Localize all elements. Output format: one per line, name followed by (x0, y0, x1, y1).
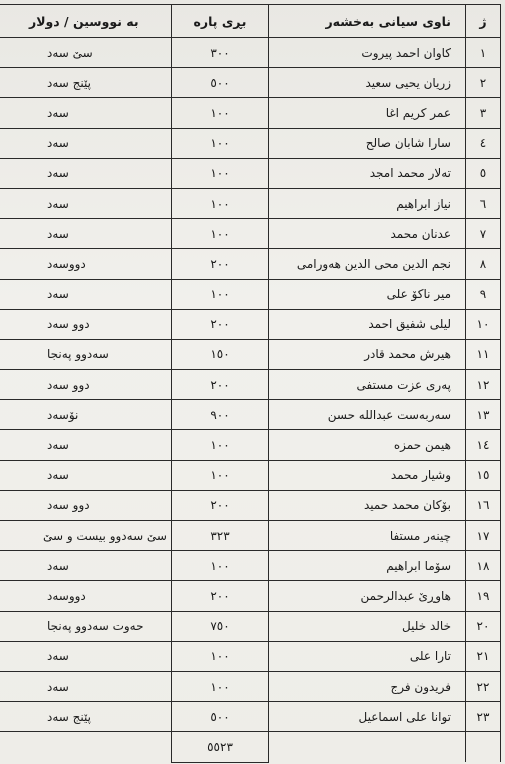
donor-name: تەلار محمد امجد (269, 158, 466, 188)
row-number: ٩ (466, 279, 501, 309)
donation-amount: ١٠٠ (172, 279, 269, 309)
total-row (0, 732, 501, 762)
row-number: ١٧ (466, 521, 501, 551)
row-number: ٢١ (466, 641, 501, 671)
donor-name: سەربەست عبداللە حسن (269, 400, 466, 430)
donation-amount: ٧٥٠ (172, 611, 269, 641)
table-body (0, 38, 501, 732)
amount-in-words: سەد (0, 279, 172, 309)
donation-amount: ٣٠٠ (172, 38, 269, 68)
donor-name: عدنان محمد (269, 219, 466, 249)
row-number: ٤ (466, 128, 501, 158)
amount-in-words: سەد (0, 641, 172, 671)
row-number: ١ (466, 38, 501, 68)
row-number: ١١ (466, 339, 501, 369)
donor-name: چینەر مستفا (269, 521, 466, 551)
donor-name: زریان یحیی سعید (269, 68, 466, 98)
table-row (0, 188, 501, 218)
donor-name: وشیار محمد (269, 460, 466, 490)
amount-in-words: سەد (0, 128, 172, 158)
amount-in-words: سەد (0, 188, 172, 218)
table-row (0, 370, 501, 400)
amount-in-words: پێنج سەد (0, 702, 172, 732)
table-row (0, 430, 501, 460)
donor-name: لیلی شفیق احمد (269, 309, 466, 339)
donor-name: تارا علی (269, 641, 466, 671)
donor-name: بۆکان محمد حمید (269, 490, 466, 520)
table-row (0, 98, 501, 128)
table-row (0, 38, 501, 68)
donation-amount: ٩٠٠ (172, 400, 269, 430)
row-number: ٢٣ (466, 702, 501, 732)
table-row (0, 671, 501, 701)
table-row (0, 641, 501, 671)
table-row (0, 611, 501, 641)
row-number: ١٩ (466, 581, 501, 611)
amount-in-words: سەد (0, 98, 172, 128)
donation-amount: ٥٠٠ (172, 702, 269, 732)
donor-name: توانا علی اسماعیل (269, 702, 466, 732)
amount-in-words: حەوت سەدوو پەنجا (0, 611, 172, 641)
header-number: ژ (466, 5, 501, 38)
donor-name: میر ناکۆ علی (269, 279, 466, 309)
donation-amount: ١٥٠ (172, 339, 269, 369)
row-number: ١٠ (466, 309, 501, 339)
amount-in-words: پێنج سەد (0, 68, 172, 98)
row-number: ٢٠ (466, 611, 501, 641)
table-header-row (0, 5, 501, 38)
amount-in-words: دووسەد (0, 249, 172, 279)
donor-name: سارا شابان صالح (269, 128, 466, 158)
donation-amount: ٢٠٠ (172, 309, 269, 339)
amount-in-words: سەد (0, 219, 172, 249)
amount-in-words: سەد (0, 430, 172, 460)
amount-in-words: سێ سەد (0, 38, 172, 68)
row-number: ١٦ (466, 490, 501, 520)
donation-amount: ١٠٠ (172, 430, 269, 460)
row-number: ٦ (466, 188, 501, 218)
donor-name: هیرش محمد قادر (269, 339, 466, 369)
row-number: ٥ (466, 158, 501, 188)
total-amount: ٥٥٢٣ (172, 732, 269, 762)
table-row (0, 128, 501, 158)
donor-name: فریدون فرج (269, 671, 466, 701)
table-row (0, 521, 501, 551)
amount-in-words: سەد (0, 158, 172, 188)
amount-in-words: دووسەد (0, 581, 172, 611)
table-row (0, 309, 501, 339)
table-row (0, 219, 501, 249)
donation-amount: ١٠٠ (172, 158, 269, 188)
amount-in-words: سەد (0, 671, 172, 701)
donation-amount: ٢٠٠ (172, 249, 269, 279)
donation-amount: ٥٠٠ (172, 68, 269, 98)
donor-name: هیمن حمزە (269, 430, 466, 460)
amount-in-words: سەدوو پەنجا (0, 339, 172, 369)
donation-amount: ٢٠٠ (172, 490, 269, 520)
row-number: ٨ (466, 249, 501, 279)
donor-name: عمر کریم اغا (269, 98, 466, 128)
header-amount-in-words: بە نووسین / دولار (0, 5, 172, 38)
row-number: ٧ (466, 219, 501, 249)
donation-amount: ١٠٠ (172, 219, 269, 249)
donation-amount: ١٠٠ (172, 460, 269, 490)
table-row (0, 702, 501, 732)
donor-name: سۆما ابراهیم (269, 551, 466, 581)
header-donor-name: ناوی سیانی بەخشەر (269, 5, 466, 38)
table-row (0, 581, 501, 611)
amount-in-words: سەد (0, 551, 172, 581)
donor-name: نیاز ابراهیم (269, 188, 466, 218)
table-row (0, 249, 501, 279)
donor-name: نجم الدین محی الدین هەورامی (269, 249, 466, 279)
table-row (0, 551, 501, 581)
donation-amount: ١٠٠ (172, 128, 269, 158)
amount-in-words: دوو سەد (0, 370, 172, 400)
donation-amount: ١٠٠ (172, 551, 269, 581)
donation-table (0, 4, 501, 763)
amount-in-words: دوو سەد (0, 309, 172, 339)
header-amount: بڕی پارە (172, 5, 269, 38)
table-row (0, 68, 501, 98)
donation-amount: ٢٠٠ (172, 581, 269, 611)
row-number: ١٤ (466, 430, 501, 460)
donation-amount: ٣٢٣ (172, 521, 269, 551)
amount-in-words: سەد (0, 460, 172, 490)
donor-name: پەری عزت مستفی (269, 370, 466, 400)
donor-name: هاوڕێ عبدالرحمن (269, 581, 466, 611)
amount-in-words: سێ سەدوو بیست و سێ (0, 521, 172, 551)
row-number: ٢٢ (466, 671, 501, 701)
row-number: ٣ (466, 98, 501, 128)
donation-amount: ١٠٠ (172, 98, 269, 128)
table-row (0, 158, 501, 188)
amount-in-words: دوو سەد (0, 490, 172, 520)
donation-amount: ١٠٠ (172, 188, 269, 218)
row-number: ١٨ (466, 551, 501, 581)
donation-amount: ١٠٠ (172, 641, 269, 671)
table-row (0, 339, 501, 369)
table-row (0, 279, 501, 309)
row-number: ١٣ (466, 400, 501, 430)
donor-name: خالد خلیل (269, 611, 466, 641)
table-row (0, 400, 501, 430)
table-row (0, 460, 501, 490)
donation-amount: ١٠٠ (172, 671, 269, 701)
donor-name: کاوان احمد پیروت (269, 38, 466, 68)
table-row (0, 490, 501, 520)
row-number: ١٢ (466, 370, 501, 400)
amount-in-words: نۆسەد (0, 400, 172, 430)
donation-amount: ٢٠٠ (172, 370, 269, 400)
row-number: ٢ (466, 68, 501, 98)
row-number: ١٥ (466, 460, 501, 490)
